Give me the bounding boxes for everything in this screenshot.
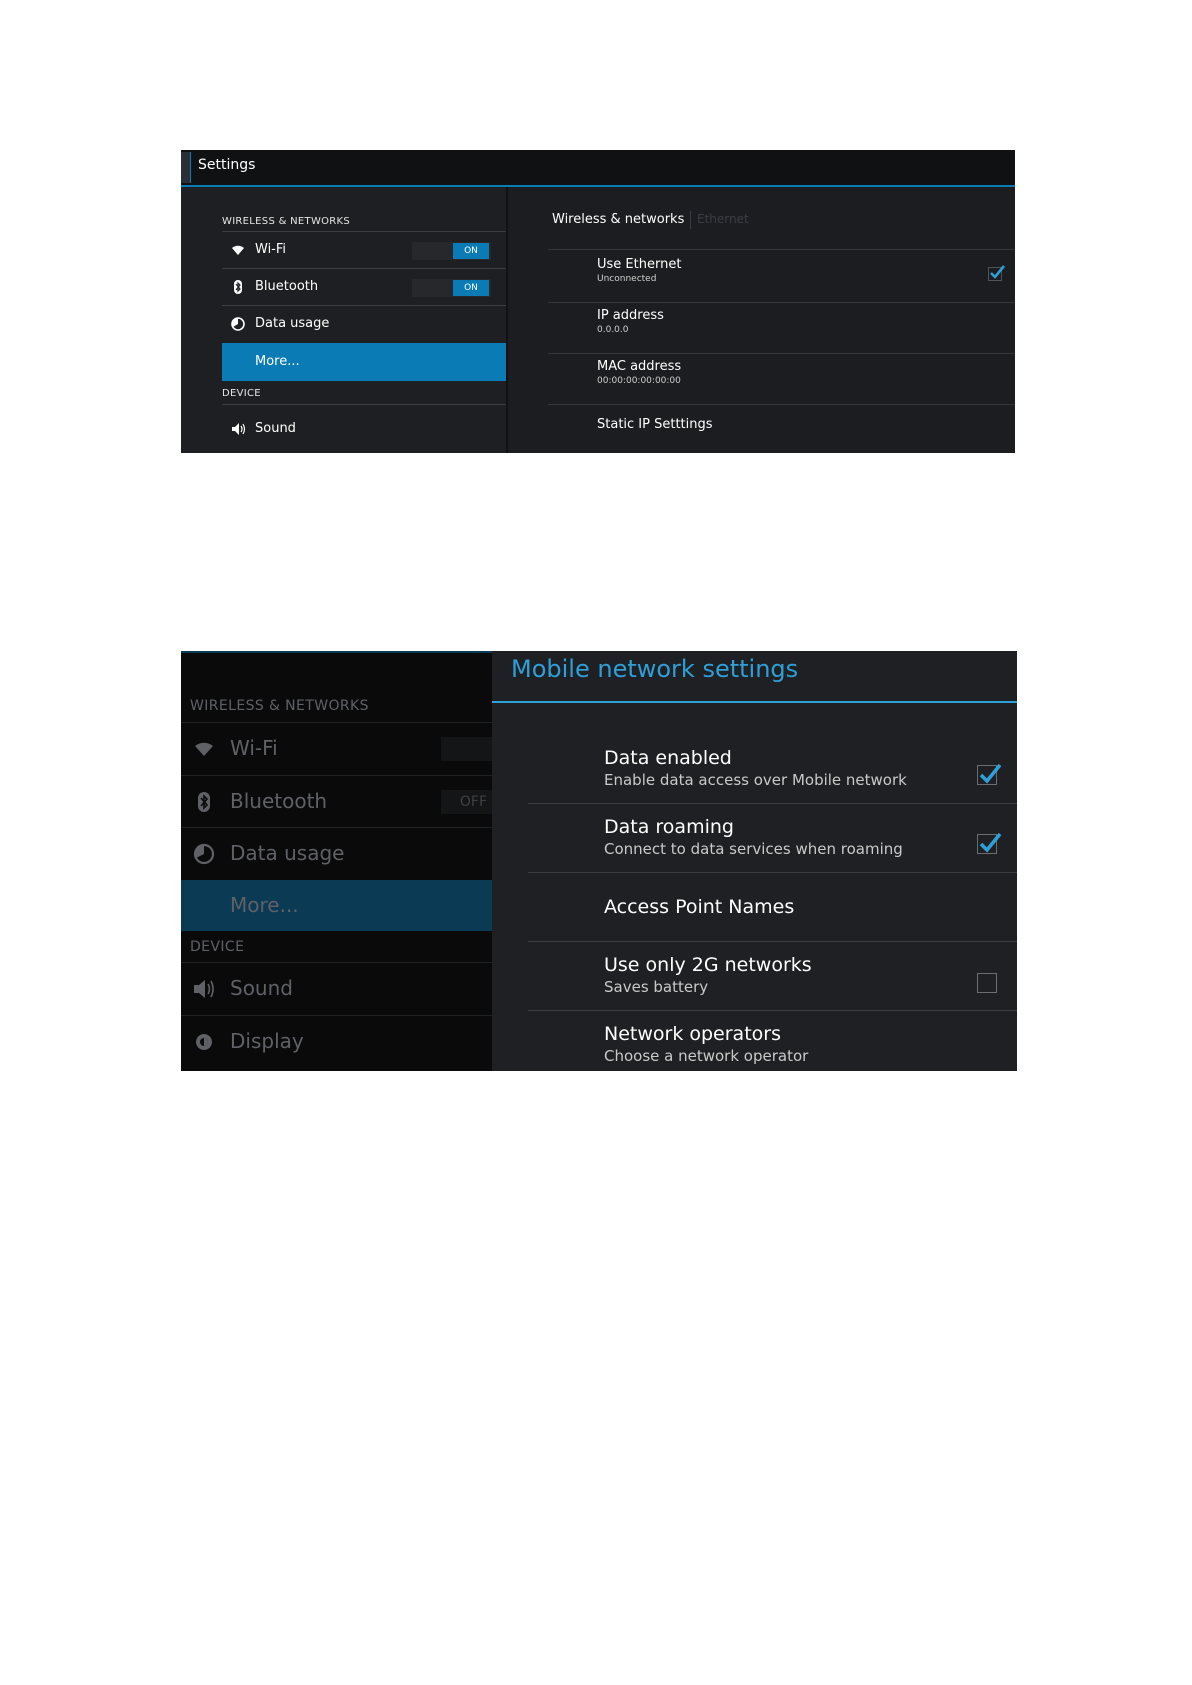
title-underline [492,701,1017,703]
header-item-bluetooth[interactable] [181,776,492,828]
divider [528,803,1017,804]
pref-network-operators[interactable] [604,1023,808,1065]
ethernet-detail-pane [508,187,1015,453]
pref-summary: Saves battery [604,978,709,996]
pref-title: Data enabled [604,747,732,769]
header-item-more[interactable] [181,880,492,931]
pref-title: Data roaming [604,816,734,838]
toggle-on-state: ON [453,243,489,259]
ethernet-settings-screenshot [181,150,1015,453]
divider [548,404,1015,405]
bluetooth-icon [193,791,215,813]
pref-title: Network operators [604,1023,781,1045]
header-item-wifi[interactable] [181,723,492,775]
pref-summary: Choose a network operator [604,1047,809,1065]
divider [528,872,1017,873]
settings-headers-pane [181,187,508,453]
wifi-icon [193,738,215,760]
data-roaming-checkbox[interactable] [977,834,997,854]
header-item-sound[interactable] [222,411,506,447]
breadcrumb-separator [690,211,691,229]
speaker-icon [193,978,215,1000]
pref-summary: Connect to data services when roaming [604,840,903,858]
page-title: Mobile network settings [511,655,799,683]
divider [548,249,1015,250]
toggle-off-state: OFF [459,794,487,810]
bluetooth-icon [231,280,245,294]
header-item-label: More... [230,893,299,917]
pref-summary: Enable data access over Mobile network [604,771,907,789]
header-item-wifi[interactable] [222,232,506,268]
pref-title: Use only 2G networks [604,954,812,976]
wifi-toggle[interactable] [412,242,491,260]
data-usage-icon [231,317,245,331]
pref-ip-address[interactable] [597,308,664,335]
breadcrumb-ethernet[interactable]: Ethernet [697,212,749,226]
pref-summary: 0.0.0.0 [597,325,629,335]
pref-title: MAC address [597,359,682,374]
pref-static-ip-settings[interactable] [597,417,713,432]
brightness-icon [193,1031,215,1053]
use-only-2g-checkbox[interactable] [977,973,997,993]
header-item-label: Sound [255,421,296,436]
pref-title: Use Ethernet [597,257,682,272]
checkmark-icon [978,762,1002,786]
toggle-on-state: ON [453,280,489,296]
header-item-label: Display [230,1029,304,1053]
pref-title: IP address [597,308,664,323]
divider [528,941,1017,942]
mobile-network-settings-screenshot [181,651,1017,1071]
app-title: Settings [198,157,256,173]
use-ethernet-checkbox[interactable] [988,267,1002,281]
mobile-network-detail-pane [492,651,1017,1071]
header-item-label: Sound [230,976,293,1000]
section-wireless-networks: WIRELESS & NETWORKS [190,698,369,714]
header-item-label: Wi-Fi [230,736,278,760]
data-usage-icon [193,843,215,865]
pref-use-ethernet[interactable] [597,257,681,284]
pref-use-only-2g[interactable] [604,954,812,996]
header-item-label: Bluetooth [255,279,319,294]
section-device: DEVICE [222,388,261,399]
settings-headers-pane-dimmed [181,651,492,1071]
section-device: DEVICE [190,939,245,955]
section-wireless-networks: WIRELESS & NETWORKS [222,216,351,227]
header-item-label: Bluetooth [230,789,328,813]
wifi-toggle[interactable] [441,737,492,761]
header-item-label: More... [255,354,300,369]
header-item-display[interactable] [181,1016,492,1068]
settings-app-icon[interactable] [181,152,191,183]
pref-summary: Unconnected [597,274,657,284]
header-item-more[interactable] [222,343,506,381]
header-item-label: Wi-Fi [255,242,287,257]
pref-summary: 00:00:00:00:00:00 [597,376,681,386]
checkmark-icon [978,831,1002,855]
pref-title: Access Point Names [604,896,795,918]
header-item-bluetooth[interactable] [222,269,506,305]
pref-access-point-names[interactable] [604,896,794,918]
divider [548,353,1015,354]
checkmark-icon [989,264,1005,280]
wifi-icon [231,243,245,257]
pref-title: Static IP Setttings [597,417,713,432]
divider [548,302,1015,303]
data-enabled-checkbox[interactable] [977,765,997,785]
pref-data-enabled[interactable] [604,747,907,789]
pref-mac-address[interactable] [597,359,681,386]
action-bar [181,150,1015,187]
header-item-label: Data usage [255,316,330,331]
divider [222,404,506,405]
bluetooth-toggle[interactable] [412,279,491,297]
header-item-data-usage[interactable] [181,828,492,880]
header-item-data-usage[interactable] [222,306,506,342]
bluetooth-toggle[interactable] [441,790,492,814]
header-item-label: Data usage [230,841,345,865]
breadcrumb-wireless-networks[interactable]: Wireless & networks [552,212,685,227]
pref-data-roaming[interactable] [604,816,903,858]
divider [528,1010,1017,1011]
header-item-sound[interactable] [181,963,492,1015]
speaker-icon [231,422,245,436]
